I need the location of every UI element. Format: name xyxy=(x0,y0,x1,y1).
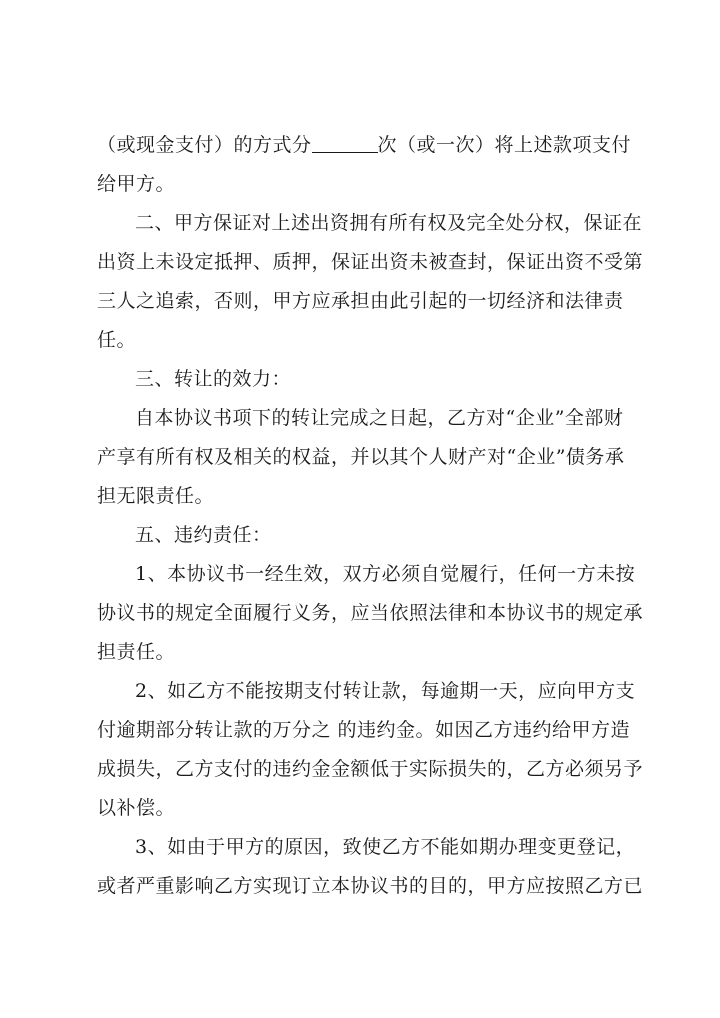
document-page xyxy=(97,126,644,906)
text-segment: （或现金支付）的方式分 xyxy=(97,134,312,156)
paragraph-breach-3 xyxy=(97,828,644,906)
text-line: 五、违约责任： xyxy=(135,524,272,546)
fill-in-blank xyxy=(312,132,378,153)
text-line: 3、如由于甲方的原因，致使乙方不能如期办理变更登记， xyxy=(135,836,636,858)
paragraph-effect xyxy=(97,399,637,516)
text-line: 三人之追索，否则，甲方应承担由此引起的一切经济和法律责 xyxy=(97,290,624,312)
text-line: 付逾期部分转让款的万分之 的违约金。如因乙方违约给甲方造 xyxy=(97,719,631,741)
paragraph-breach-2 xyxy=(97,672,644,828)
text-line: 担责任。 xyxy=(97,641,176,663)
paragraph-breach-1 xyxy=(97,555,644,672)
text-line: 二、甲方保证对上述出资拥有所有权及完全处分权，保证在 xyxy=(135,212,643,234)
text-line: 1、本协议书一经生效，双方必须自觉履行，任何一方未按 xyxy=(135,563,636,585)
paragraph-guarantee xyxy=(97,204,644,360)
text-line: 给甲方。 xyxy=(97,173,176,195)
section-heading-effect xyxy=(97,360,637,399)
text-line: 成损失，乙方支付的违约金金额低于实际损失的，乙方必须另予 xyxy=(97,758,644,780)
text-line: 三、转让的效力： xyxy=(135,368,292,390)
text-line xyxy=(97,126,637,165)
text-line: 出资上未设定抵押、质押，保证出资未被查封，保证出资不受第 xyxy=(97,251,644,273)
text-line: 或者严重影响乙方实现订立本协议书的目的，甲方应按照乙方已 xyxy=(97,875,644,897)
section-heading-breach xyxy=(97,516,637,555)
text-line: 2、如乙方不能按期支付转让款，每逾期一天，应向甲方支 xyxy=(135,680,636,702)
text-segment: 次（或一次）将上述款项支付 xyxy=(377,134,632,156)
text-line: 产享有所有权及相关的权益，并以其个人财产对“企业”债务承 xyxy=(97,446,625,468)
text-line: 担无限责任。 xyxy=(97,485,215,507)
text-line: 任。 xyxy=(97,329,137,351)
text-line: 协议书的规定全面履行义务，应当依照法律和本协议书的规定承 xyxy=(97,602,644,624)
text-line: 以补偿。 xyxy=(97,797,176,819)
paragraph-payment-method xyxy=(97,126,637,204)
text-line: 自本协议书项下的转让完成之日起，乙方对“企业”全部财 xyxy=(135,407,624,429)
